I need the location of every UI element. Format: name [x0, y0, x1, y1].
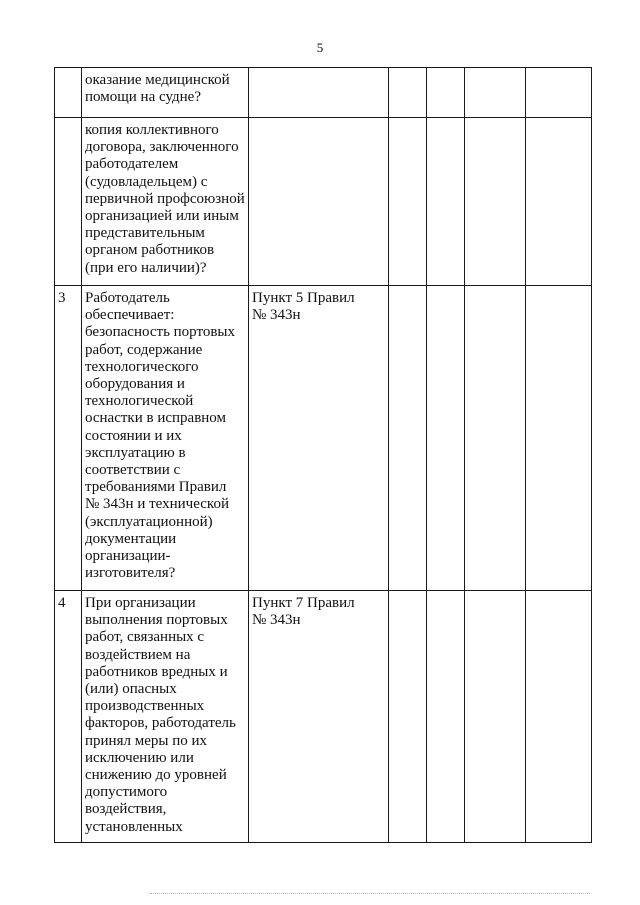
- note-cell[interactable]: [526, 591, 592, 843]
- row-number-cell: [55, 286, 82, 591]
- requirement-cell: [82, 118, 249, 286]
- requirement-cell: [82, 591, 249, 843]
- reference-cell: [249, 68, 389, 118]
- table-row: [55, 286, 592, 591]
- row-number-cell: [55, 68, 82, 118]
- requirement-text: Работодатель обеспечивает: безопасность портовых работ, содержание технологического оборудования и технологической оснастки в исправном состоянии и их эксплуатацию в соответствии с требованиями Правил № 343н и технической (эксплуатационной) документации организации- изготовителя?: [85, 290, 236, 582]
- requirement-text: оказание медицинской помощи на судне?: [85, 72, 230, 106]
- reference-text: Пункт 5 Правил № 343н: [252, 290, 355, 324]
- requirement-cell: [82, 286, 249, 591]
- reference-text: Пункт 7 Правил № 343н: [252, 595, 355, 629]
- note-cell[interactable]: [526, 68, 592, 118]
- note-cell[interactable]: [526, 286, 592, 591]
- answer-yes-cell[interactable]: [389, 118, 427, 286]
- requirement-text: При организации выполнения портовых работ, связанных с воздействием на работников вредных и (или) опасных производственных факторов, работодатель принял меры по их исключению или снижению до уровней допустимого воздействия, установленных: [85, 595, 236, 835]
- table-row: [55, 591, 592, 843]
- answer-na-cell[interactable]: [465, 591, 526, 843]
- reference-cell: [249, 591, 389, 843]
- answer-na-cell[interactable]: [465, 286, 526, 591]
- row-number-cell: [55, 118, 82, 286]
- answer-yes-cell[interactable]: [389, 591, 427, 843]
- reference-cell: [249, 286, 389, 591]
- scan-artifact-divider: [150, 893, 590, 896]
- requirement-cell: [82, 68, 249, 118]
- table-row: [55, 118, 592, 286]
- checklist-table: [54, 67, 592, 843]
- answer-no-cell[interactable]: [427, 118, 465, 286]
- reference-cell: [249, 118, 389, 286]
- answer-no-cell[interactable]: [427, 591, 465, 843]
- row-number-cell: [55, 591, 82, 843]
- row-number: 4: [58, 595, 66, 611]
- answer-no-cell[interactable]: [427, 68, 465, 118]
- table-row: [55, 68, 592, 118]
- answer-no-cell[interactable]: [427, 286, 465, 591]
- answer-yes-cell[interactable]: [389, 68, 427, 118]
- row-number: 3: [58, 290, 66, 306]
- note-cell[interactable]: [526, 118, 592, 286]
- requirement-text: копия коллективного договора, заключенного работодателем (судовладельцем) с первичной профсоюзной организацией или иным представительным органом работников (при его наличии)?: [85, 122, 245, 276]
- answer-na-cell[interactable]: [465, 118, 526, 286]
- page-number: 5: [316, 40, 324, 55]
- answer-yes-cell[interactable]: [389, 286, 427, 591]
- answer-na-cell[interactable]: [465, 68, 526, 118]
